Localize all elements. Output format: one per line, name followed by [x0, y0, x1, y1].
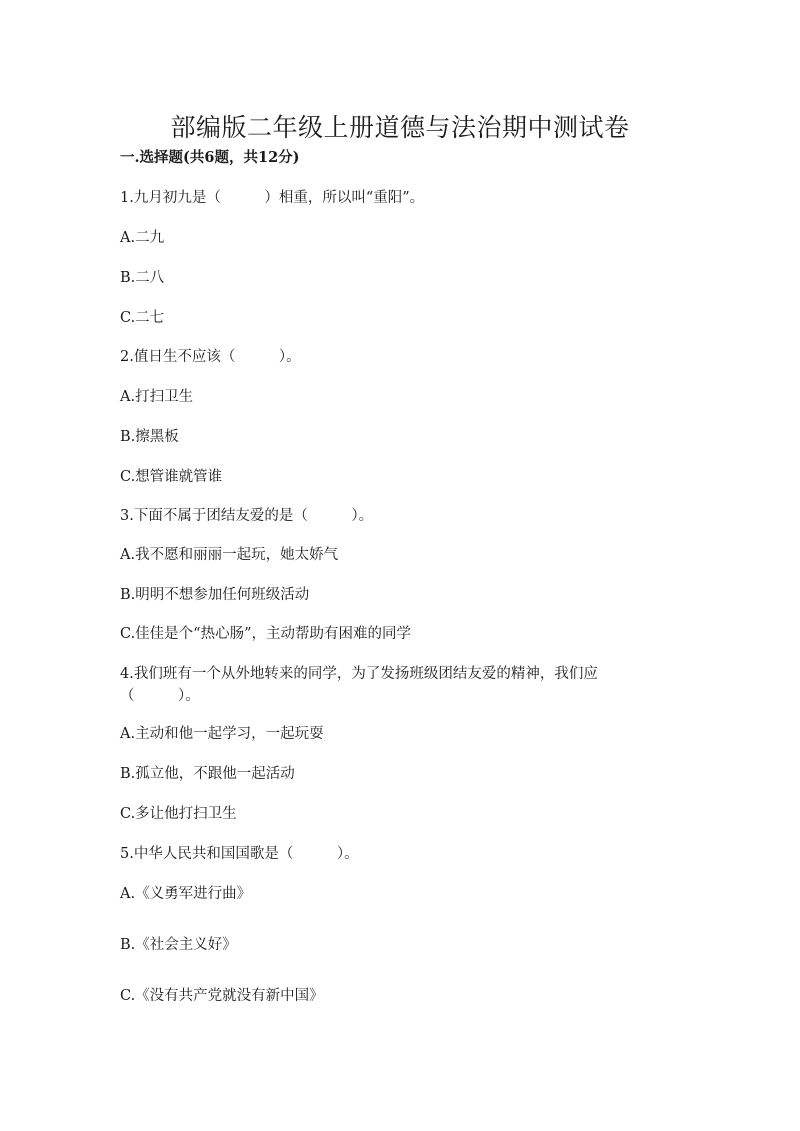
- question-4-option-a: A.主动和他一起学习，一起玩耍: [120, 726, 324, 742]
- question-5-option-a: A.《义勇军进行曲》: [120, 886, 252, 902]
- question-5-stem: 5.中华人民共和国国歌是（ ）。: [120, 846, 359, 862]
- question-1-stem: 1.九月初九是（ ）相重，所以叫“重阳”。: [120, 190, 425, 206]
- question-3-stem: 3.下面不属于团结友爱的是（ ）。: [120, 508, 374, 524]
- question-2-option-c: C.想管谁就管谁: [120, 469, 223, 485]
- section-heading: 一.选择题(共6题，共12分): [120, 149, 300, 166]
- question-4-stem: 4.我们班有一个从外地转来的同学，为了发扬班级团结友爱的精神，我们应（ ）。: [120, 666, 598, 704]
- question-5-option-b: B.《社会主义好》: [120, 937, 237, 953]
- question-3-option-a: A.我不愿和丽丽一起玩，她太娇气: [120, 547, 339, 563]
- question-2-stem: 2.值日生不应该（ ）。: [120, 349, 301, 365]
- question-4-option-c: C.多让他打扫卫生: [120, 806, 237, 822]
- question-3-option-c: C.佳佳是个“热心肠”，主动帮助有困难的同学: [120, 626, 412, 642]
- question-2-option-b: B.擦黑板: [120, 429, 179, 445]
- question-1-option-b: B.二八: [120, 270, 165, 286]
- question-1-option-a: A.二九: [120, 230, 165, 246]
- question-3-option-b: B.明明不想参加任何班级活动: [120, 587, 310, 603]
- question-1-option-c: C.二七: [120, 310, 165, 326]
- question-4-option-b: B.孤立他，不跟他一起活动: [120, 766, 295, 782]
- document-title: 部编版二年级上册道德与法治期中测试卷: [170, 112, 630, 142]
- question-5-option-c: C.《没有共产党就没有新中国》: [120, 988, 324, 1004]
- question-2-option-a: A.打扫卫生: [120, 389, 194, 405]
